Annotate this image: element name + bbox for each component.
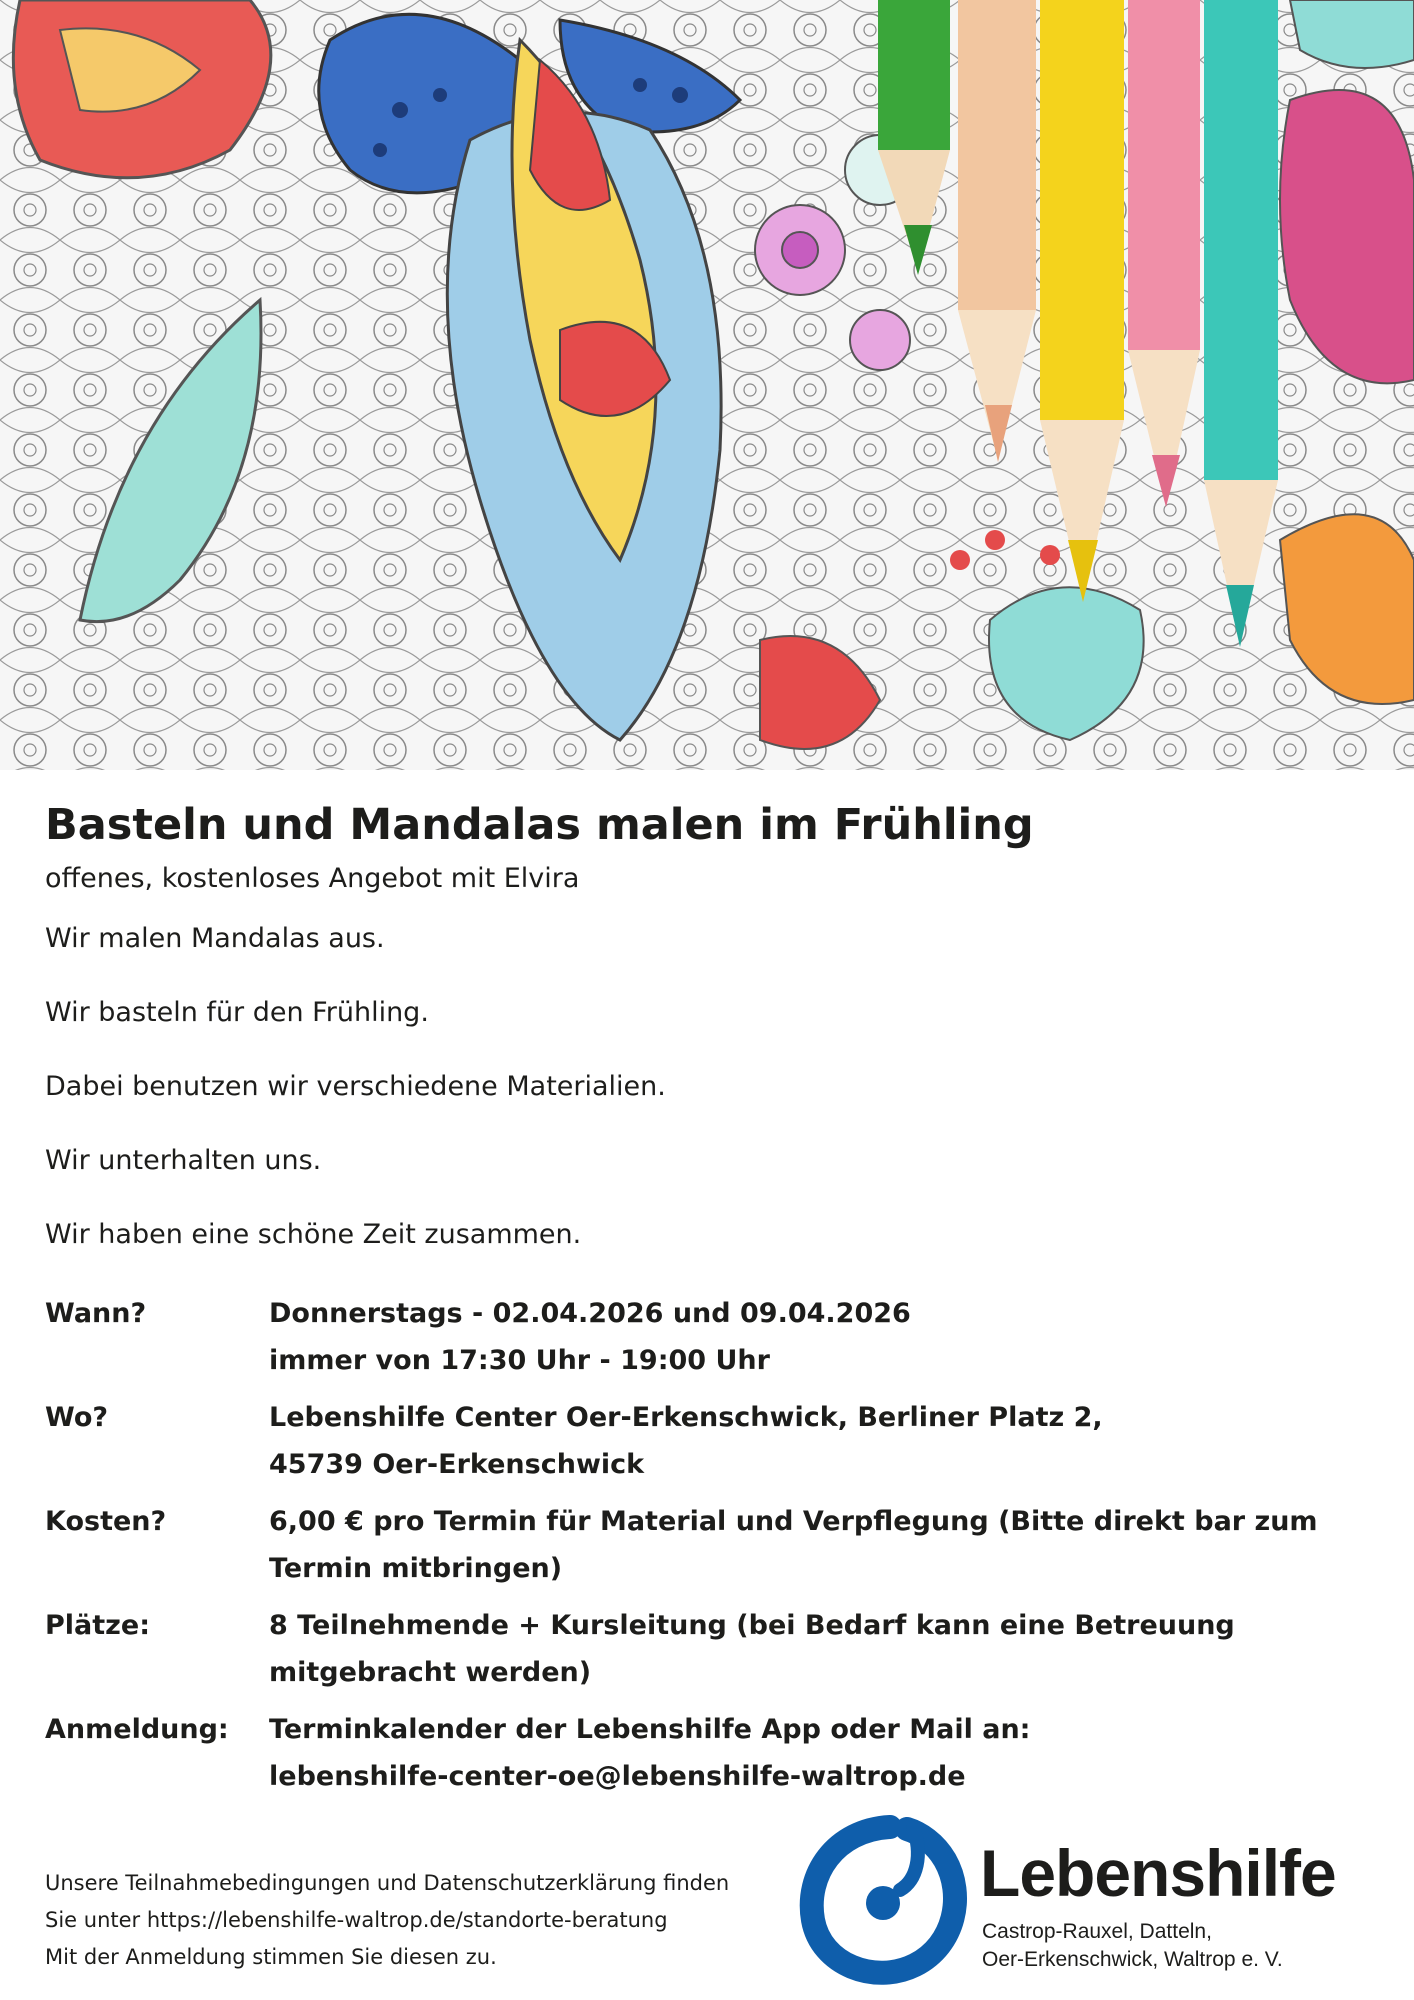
event-details [45, 1290, 1375, 1810]
info-value [269, 1706, 1375, 1800]
info-value-line: 45739 Oer-Erkenschwick [269, 1449, 645, 1480]
page-subtitle: offenes, kostenloses Angebot mit Elvira [45, 863, 580, 894]
footer-disclaimer [45, 1865, 805, 1976]
info-value-line: Donnerstags - 02.04.2026 und 09.04.2026 [269, 1298, 911, 1329]
info-label: Wann? [45, 1298, 147, 1329]
info-value [269, 1394, 1375, 1488]
info-value-line: Terminkalender der Lebenshilfe App oder Mail an: [269, 1714, 1031, 1745]
info-value [269, 1602, 1375, 1696]
info-value-line: Lebenshilfe Center Oer-Erkenschwick, Berliner Platz 2, [269, 1402, 1103, 1433]
logo-subtitle-line: Oer-Erkenschwick, Waltrop e. V. [982, 1948, 1283, 1971]
info-row-plaetze [45, 1602, 1375, 1696]
description-line: Wir haben eine schöne Zeit zusammen. [45, 1219, 582, 1250]
info-value-line: immer von 17:30 Uhr - 19:00 Uhr [269, 1345, 770, 1376]
info-label: Wo? [45, 1402, 109, 1433]
info-value [269, 1290, 1375, 1384]
logo-wordmark: Lebenshilfe [980, 1836, 1336, 1910]
hero-image [0, 0, 1414, 770]
info-value-line: mitgebracht werden) [269, 1657, 592, 1688]
logo-subtitle-line: Castrop-Rauxel, Datteln, [982, 1920, 1212, 1943]
description [45, 919, 1375, 1255]
info-label: Anmeldung: [45, 1714, 229, 1745]
mandala-pencils-illustration [0, 0, 1414, 770]
footer-line: Unsere Teilnahmebedingungen und Datenschutzerklärung finden [45, 1871, 730, 1895]
description-line: Dabei benutzen wir verschiedene Materialien. [45, 1071, 666, 1102]
description-line: Wir malen Mandalas aus. [45, 923, 385, 954]
footer-line: Mit der Anmeldung stimmen Sie diesen zu. [45, 1945, 497, 1969]
lebenshilfe-logo [795, 1815, 1375, 1985]
info-row-wo [45, 1394, 1375, 1488]
info-label: Plätze: [45, 1610, 150, 1641]
info-row-wann [45, 1290, 1375, 1384]
description-line: Wir basteln für den Frühling. [45, 997, 429, 1028]
footer-line: Sie unter https://lebenshilfe-waltrop.de/standorte-beratung [45, 1908, 668, 1932]
page-title: Basteln und Mandalas malen im Frühling [45, 800, 1034, 850]
lebenshilfe-emblem-icon [795, 1815, 975, 1985]
description-line: Wir unterhalten uns. [45, 1145, 322, 1176]
contact-email[interactable]: lebenshilfe-center-oe@lebenshilfe-waltrop.de [269, 1761, 966, 1792]
main-content [45, 795, 1375, 1289]
info-row-anmeldung [45, 1706, 1375, 1800]
info-label: Kosten? [45, 1506, 167, 1537]
info-value-line: 6,00 € pro Termin für Material und Verpflegung (Bitte direkt bar zum [269, 1506, 1318, 1537]
info-value-line: 8 Teilnehmende + Kursleitung (bei Bedarf kann eine Betreuung [269, 1610, 1235, 1641]
logo-subtitle [982, 1918, 1283, 1974]
info-value-line: Termin mitbringen) [269, 1553, 563, 1584]
info-value [269, 1498, 1375, 1592]
info-row-kosten [45, 1498, 1375, 1592]
